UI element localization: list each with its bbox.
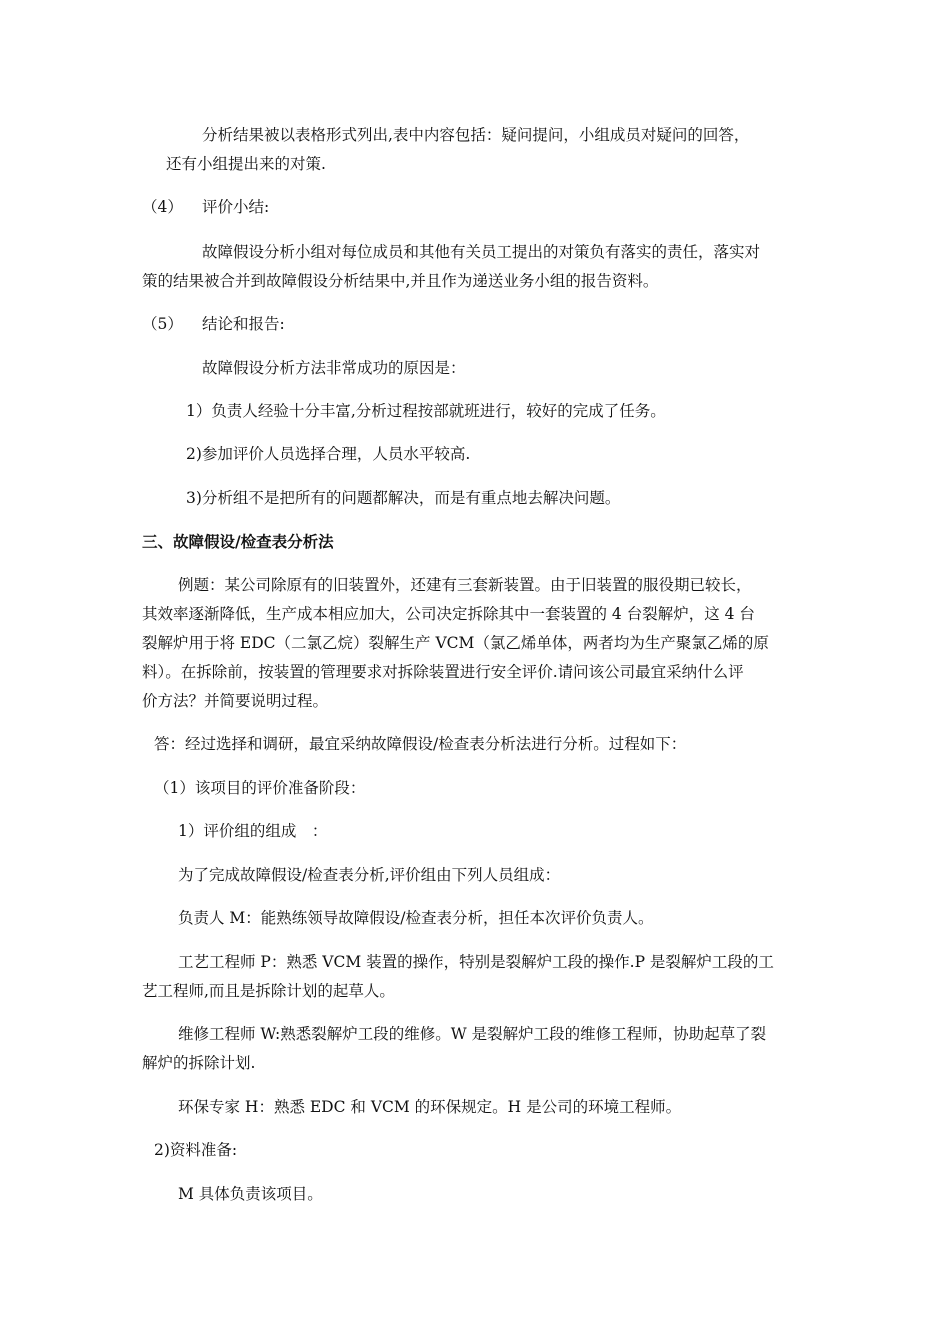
paragraph-line: 艺工程师,而且是拆除计划的起草人。	[142, 982, 395, 1000]
paragraph-line: 策的结果被合并到故障假设分析结果中,并且作为递送业务小组的报告资料。	[142, 272, 659, 290]
paragraph-line: 故障假设分析小组对每位成员和其他有关员工提出的对策负有落实的责任，落实对	[202, 243, 761, 261]
heading-number: （4）	[142, 198, 183, 216]
paragraph-line: 其效率逐渐降低，生产成本相应加大，公司决定拆除其中一套装置的 4 台裂解炉，这 4 台	[142, 605, 755, 623]
paragraph-line: 解炉的拆除计划.	[142, 1054, 256, 1072]
heading-title: 评价小结:	[202, 198, 270, 216]
list-item: 1）评价组的组成 ：	[178, 822, 328, 840]
list-item: （1）该项目的评价准备阶段：	[154, 779, 366, 797]
paragraph-line: 故障假设分析方法非常成功的原因是：	[202, 359, 466, 377]
paragraph-line: 价方法？并简要说明过程。	[142, 692, 329, 710]
paragraph-line: 环保专家 H：熟悉 EDC 和 VCM 的环保规定。H 是公司的环境工程师。	[178, 1098, 682, 1116]
section-title: 三、故障假设/检查表分析法	[142, 532, 334, 551]
paragraph-line: 例题：某公司除原有的旧装置外，还建有三套新装置。由于旧装置的服役期已较长，	[178, 576, 752, 594]
heading-title: 结论和报告:	[202, 315, 285, 333]
paragraph-line: 维修工程师 W:熟悉裂解炉工段的维修。W 是裂解炉工段的维修工程师，协助起草了裂	[178, 1025, 767, 1043]
paragraph-line: 答：经过选择和调研，最宜采纳故障假设/检查表分析法进行分析。过程如下：	[154, 735, 687, 753]
paragraph-line: 裂解炉用于将 EDC（二氯乙烷）裂解生产 VCM（氯乙烯单体，两者均为生产聚氯乙烯的原	[142, 634, 769, 652]
paragraph-line: 负责人 M：能熟练领导故障假设/检查表分析，担任本次评价负责人。	[178, 909, 654, 927]
paragraph-line: 工艺工程师 P：熟悉 VCM 装置的操作，特别是裂解炉工段的操作.P 是裂解炉工段的工	[178, 953, 774, 971]
list-item: 2)资料准备:	[154, 1141, 238, 1159]
heading-number: （5）	[142, 315, 183, 333]
paragraph-line: 分析结果被以表格形式列出,表中内容包括：疑问提问，小组成员对疑问的回答，	[202, 126, 750, 144]
section-heading-5	[142, 310, 285, 339]
paragraph-line: 为了完成故障假设/检查表分析,评价组由下列人员组成：	[178, 866, 561, 884]
list-item: 3)分析组不是把所有的问题都解决，而是有重点地去解决问题。	[186, 489, 621, 507]
list-item: 2)参加评价人员选择合理，人员水平较高.	[186, 445, 471, 463]
paragraph-line: 还有小组提出来的对策.	[166, 155, 326, 173]
paragraph-line: M 具体负责该项目。	[178, 1185, 323, 1203]
paragraph-line: 料）。在拆除前，按装置的管理要求对拆除装置进行安全评价.请问该公司最宜采纳什么评	[142, 663, 744, 681]
list-item: 1）负责人经验十分丰富,分析过程按部就班进行，较好的完成了任务。	[186, 402, 666, 420]
section-heading-4	[142, 193, 269, 222]
